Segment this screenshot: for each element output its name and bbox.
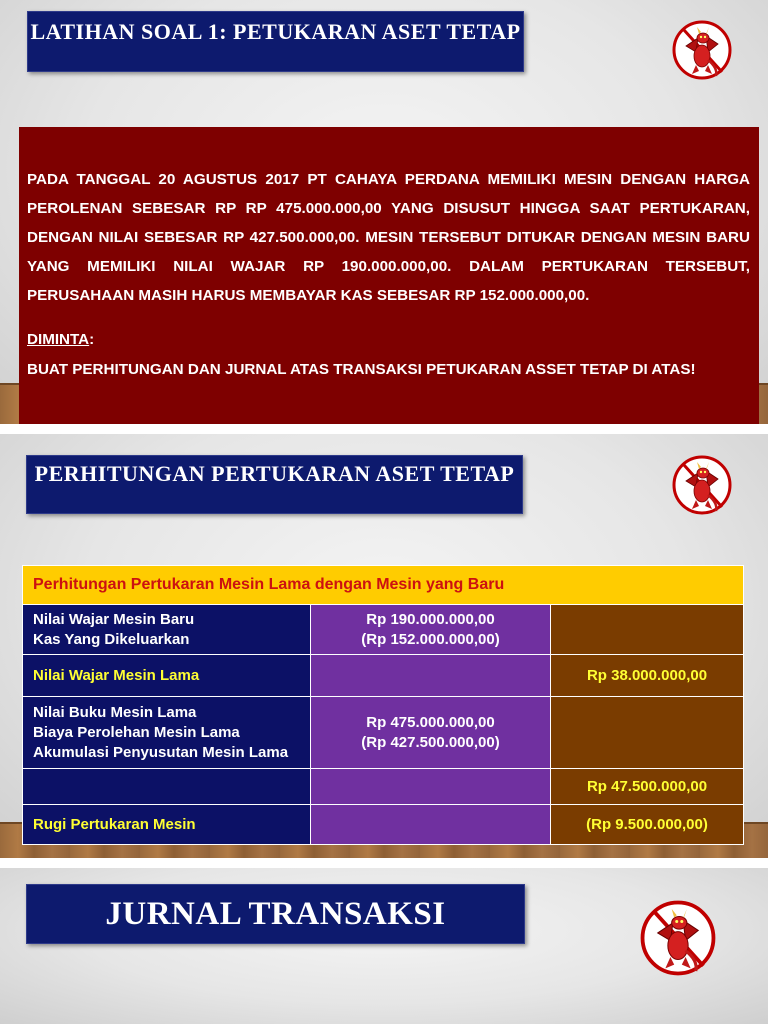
- red-dragon-icon: [672, 451, 732, 519]
- slide-title: PERHITUNGAN PERTUKARAN ASET TETAP: [26, 455, 523, 514]
- table-row: [23, 769, 744, 805]
- row-label: [23, 805, 311, 845]
- cell-line: (Rp 152.000.000,00): [361, 630, 500, 648]
- red-dragon-icon: [672, 16, 732, 84]
- cell-line: Biaya Perolehan Mesin Lama: [33, 723, 240, 741]
- row-label: [23, 655, 311, 697]
- cell-line: Nilai Buku Mesin Lama: [33, 703, 197, 721]
- cell-line: Rp 38.000.000,00: [586, 666, 708, 684]
- row-label: [23, 605, 311, 655]
- cell-line: Rp 47.500.000,00: [586, 777, 708, 795]
- row-label: [23, 697, 311, 769]
- table-row: [23, 655, 744, 697]
- row-label: [23, 769, 311, 805]
- row-amount: [311, 605, 551, 655]
- row-total: [551, 805, 744, 845]
- diminta-line: [27, 329, 750, 351]
- problem-box: [19, 127, 759, 424]
- cell-line: (Rp 9.500.000,00): [586, 815, 708, 833]
- slide-separator: [0, 424, 768, 434]
- cell-line: Rp 475.000.000,00: [366, 713, 495, 731]
- slide-exercise: [0, 0, 768, 424]
- cell-line: Rugi Pertukaran Mesin: [33, 815, 196, 833]
- cell-line: Nilai Wajar Mesin Baru: [33, 610, 195, 628]
- cell-line: Akumulasi Penyusutan Mesin Lama: [33, 743, 289, 761]
- problem-text: PADA TANGGAL 20 AGUSTUS 2017 PT CAHAYA PERDANA MEMILIKI MESIN DENGAN HARGA PEROLENAN SEBESAR RP RP 475.000.000,00 YANG DISUSUT HINGGA SAAT PERTUKARAN, DENGAN NILAI SEBESAR RP 427.500.000,00. MESIN TERSEBUT DITUKAR DENGAN MESIN BARU YANG MEMILIKI NILAI WAJAR RP 190.000.000,00. DALAM PERTUKARAN TERSEBUT, PERUSAHAAN MASIH HARUS MEMBAYAR KAS SEBESAR RP 152.000.000,00.: [27, 171, 750, 304]
- table-row: [23, 697, 744, 769]
- request-text: BUAT PERHITUNGAN DAN JURNAL ATAS TRANSAKSI PETUKARAN ASSET TETAP DI ATAS!: [27, 361, 696, 378]
- table-header: Perhitungan Pertukaran Mesin Lama dengan Mesin yang Baru: [23, 566, 744, 605]
- table-row: [23, 805, 744, 845]
- diminta-colon: :: [89, 331, 95, 348]
- row-total: [551, 769, 744, 805]
- row-amount: [311, 805, 551, 845]
- slide-separator: [0, 858, 768, 868]
- row-amount: [311, 655, 551, 697]
- slide-title: LATIHAN SOAL 1: PETUKARAN ASET TETAP: [27, 11, 524, 72]
- diminta-label: DIMINTA: [27, 331, 90, 348]
- red-dragon-icon: [640, 892, 716, 984]
- cell-line: Nilai Wajar Mesin Lama: [33, 666, 200, 684]
- row-amount: [311, 769, 551, 805]
- slide-title: JURNAL TRANSAKSI: [26, 884, 525, 944]
- cell-line: (Rp 427.500.000,00): [361, 733, 500, 751]
- row-amount: [311, 697, 551, 769]
- row-total: [551, 655, 744, 697]
- table-row: [23, 605, 744, 655]
- calculation-table: [22, 565, 744, 845]
- row-total: [551, 697, 744, 769]
- cell-line: Kas Yang Dikeluarkan: [33, 630, 190, 648]
- cell-line: Rp 190.000.000,00: [366, 610, 495, 628]
- row-total: [551, 605, 744, 655]
